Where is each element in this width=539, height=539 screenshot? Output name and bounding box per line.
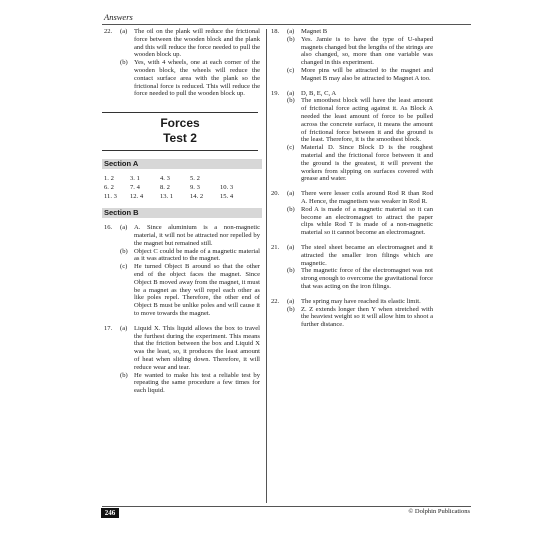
mcq-answer: 14. 2: [190, 192, 204, 200]
answer-part: [120, 28, 260, 59]
answer-part: [287, 97, 433, 144]
topic-title: Forces: [160, 116, 200, 131]
answer-part: [287, 144, 433, 183]
part-text: The spring may have reached its elastic limit.: [301, 297, 421, 305]
part-label: (a): [120, 28, 128, 35]
answer-parts: [287, 298, 433, 329]
answer-part: [120, 248, 260, 264]
answer-parts: [287, 190, 433, 237]
part-text: D, B, E, C, A: [301, 89, 337, 97]
answer-part: [287, 28, 433, 36]
mcq-answer: 6. 2: [104, 183, 114, 191]
part-text: The steel sheet became an electromagnet and it attracted the smaller iron filings which are magnetic.: [301, 243, 433, 267]
section-a-answers: [104, 175, 260, 200]
page-number: 246: [101, 508, 119, 518]
question-number: 18.: [271, 28, 280, 35]
part-text: Yes, with 4 wheels, one at each corner of the wooden block, the wheels will reduce the contact surface area with the plank so the frictional force is reduced. This will reduce the force needed to pull the wooden block up.: [134, 59, 260, 98]
mcq-answer: 7. 4: [130, 183, 140, 191]
mcq-answer: 3. 1: [130, 174, 140, 182]
answer-item: [104, 28, 260, 98]
question-number: 17.: [104, 324, 113, 332]
answer-part: [287, 67, 433, 83]
question-number: 22.: [104, 28, 113, 35]
part-label: (a): [120, 324, 128, 332]
answer-parts: [287, 244, 433, 291]
part-text: The oil on the plank will reduce the frictional force between the wooden block and the plank and this will reduce the force needed to pull the wooden block up.: [134, 28, 260, 59]
answer-part: [120, 372, 260, 395]
part-label: (c): [287, 144, 295, 152]
answer-parts: [287, 90, 433, 184]
answer-parts: [120, 28, 260, 98]
question-number: 16.: [104, 224, 113, 232]
section-a-heading: Section A: [102, 159, 262, 169]
answer-item: [104, 325, 260, 395]
answer-part: [287, 298, 433, 306]
part-label: (b): [287, 205, 295, 213]
answer-part: [287, 267, 433, 290]
answer-item: [271, 190, 433, 237]
part-text: There were lesser coils around Rod R than Rod A. Hence, the magnetism was weaker in Rod R.: [301, 190, 433, 205]
topic-title-box: [102, 112, 258, 151]
mcq-answer: 11. 3: [104, 192, 117, 200]
answer-item: [104, 224, 260, 318]
part-text: Magnet B: [301, 28, 328, 35]
part-label: (a): [287, 190, 295, 198]
answer-part: [287, 206, 433, 237]
part-text: Yes. Jamie is to have the type of U-shaped magnets changed but the lengths of the strings are also changed, so, more than one variable was changed in this experiment.: [301, 35, 433, 67]
mcq-answer: 1. 2: [104, 174, 114, 182]
part-text: A. Since aluminium is a non-magnetic material, it will not be attracted nor repelled by the magnet but remained still.: [134, 224, 260, 247]
right-column: [271, 28, 433, 336]
part-text: The smoothest block will have the least amount of frictional force acting against it. As Block A needed the least amount of force to be pulled across the concrete surface, it means the amount of frictional force between it and the ground is the least. Therefore, it is the smoothest block.: [301, 97, 433, 144]
section-b-heading: Section B: [102, 208, 262, 218]
question-number: 21.: [271, 243, 280, 251]
mcq-answer: 4. 3: [160, 174, 170, 182]
left-items-list: [104, 224, 260, 395]
part-text: Material D. Since Block D is the roughest material and the frictional force between it and the ground is the greatest, it will prevent the workers from slipping on surfaces covered with grease and water.: [301, 144, 433, 183]
left-column: [104, 28, 260, 402]
part-label: (c): [120, 263, 128, 271]
question-number: 22.: [271, 297, 280, 305]
answer-item: [271, 90, 433, 184]
footer-rule: [102, 506, 471, 507]
mcq-answer: 9. 3: [190, 183, 200, 191]
answer-parts: [287, 28, 433, 83]
part-label: (c): [287, 66, 295, 74]
mcq-answer: 8. 2: [160, 183, 170, 191]
answer-item: [271, 298, 433, 329]
part-text: Rod A is made of a magnetic material so it can become an electromagnet to attract the paper clips while Rod T is made of a non-magnetic material so it cannot become an electromagnet.: [301, 205, 433, 237]
answer-part: [120, 263, 260, 318]
publisher-credit: © Dolphin Publications: [408, 508, 470, 515]
part-label: (b): [287, 305, 295, 313]
part-label: (b): [120, 59, 128, 67]
part-label: (a): [287, 243, 295, 251]
part-label: (a): [287, 297, 295, 305]
running-header: Answers: [104, 12, 133, 22]
mcq-answer: 13. 1: [160, 192, 174, 200]
part-label: (a): [120, 224, 128, 232]
mcq-answer: 10. 3: [220, 183, 234, 191]
part-text: Z. Z extends longer then Y when stretched with the heaviest weight so it will allow him to shoot a further distance.: [301, 305, 433, 329]
answer-item: [271, 28, 433, 83]
column-divider: [266, 29, 267, 503]
pre-items-list: [104, 28, 260, 98]
answer-item: [271, 244, 433, 291]
answer-part: [287, 306, 433, 329]
answer-part: [287, 90, 433, 98]
answer-parts: [120, 325, 260, 395]
part-text: Object C could be made of a magnetic material as it was attracted to the magnet.: [134, 247, 260, 263]
part-label: (b): [287, 97, 295, 105]
part-label: (b): [120, 247, 128, 255]
right-items-list: [271, 28, 433, 329]
answer-part: [120, 59, 260, 98]
header-rule: [102, 24, 471, 25]
part-text: He wanted to make his test a reliable test by repeating the same procedure a few times for each liquid.: [134, 371, 260, 395]
mcq-answer: 5. 2: [190, 174, 200, 182]
part-text: More pins will be attracted to the magnet and Magnet B may also be attracted to Magnet A too.: [301, 66, 433, 82]
part-label: (a): [287, 28, 295, 35]
mcq-answer: 15. 4: [220, 192, 234, 200]
question-number: 19.: [271, 89, 280, 97]
part-text: Liquid X. This liquid allows the box to travel the furthest during the experiment. This means that the friction between the box and Liquid X was the least, so, it produces the least amount of heat when sliding down. Therefore, it will reduce wear and tear.: [134, 324, 260, 371]
answer-part: [120, 224, 260, 247]
answer-part: [287, 244, 433, 267]
part-label: (b): [287, 267, 295, 275]
mcq-answer: 12. 4: [130, 192, 144, 200]
part-text: The magnetic force of the electromagnet was not strong enough to overcome the gravitational force that was acting on the iron filings.: [301, 267, 433, 290]
part-text: He turned Object B around so that the other end of the object faces the magnet. Since Object B moved away from the magnet, it must be a magnet as they will repel each other as like poles repel. Therefore, the other end of Object B must be unlike poles and will cause it to move towards the magnet.: [134, 263, 260, 317]
question-number: 20.: [271, 190, 280, 198]
part-label: (b): [120, 371, 128, 379]
answer-part: [287, 36, 433, 67]
answer-parts: [120, 224, 260, 318]
test-title: Test 2: [163, 131, 197, 146]
part-label: (a): [287, 89, 295, 97]
mcq-answer: [220, 175, 250, 183]
answer-part: [120, 325, 260, 372]
answer-part: [287, 190, 433, 206]
part-label: (b): [287, 35, 295, 43]
